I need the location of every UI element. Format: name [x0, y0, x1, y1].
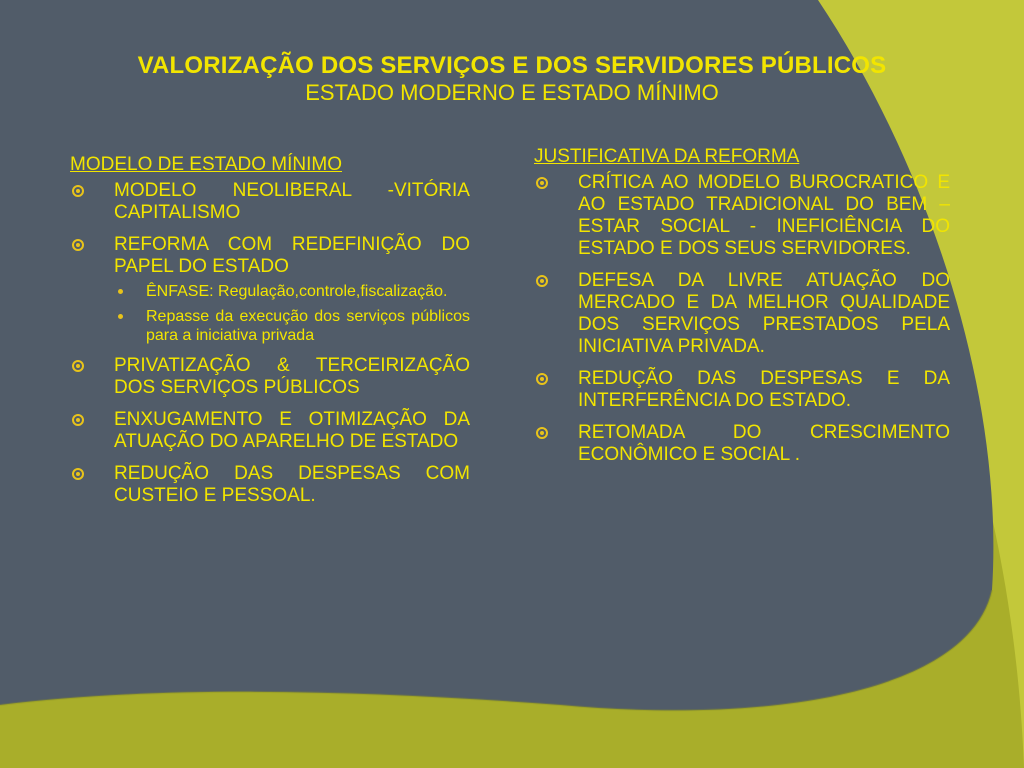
list-item	[70, 355, 470, 399]
target-bullet-icon	[536, 275, 548, 287]
list-item-text: MODELO NEOLIBERAL -VITÓRIA CAPITALISMO	[114, 180, 470, 223]
sub-list-item	[70, 282, 470, 301]
target-bullet-icon	[72, 185, 84, 197]
target-bullet-icon	[536, 373, 548, 385]
sub-list-container	[70, 282, 470, 345]
list-item	[70, 463, 470, 507]
list-item	[70, 234, 470, 278]
list-item-text: CRÍTICA AO MODELO BUROCRATICO E AO ESTADO TRADICIONAL DO BEM – ESTAR SOCIAL - INEFICIÊNCIA DO ESTADO E DOS SEUS SERVIDORES.	[578, 172, 950, 259]
list-item	[534, 422, 950, 466]
target-bullet-icon	[536, 177, 548, 189]
list-item-text: REDUÇÃO DAS DESPESAS E DA INTERFERÊNCIA DO ESTADO.	[578, 368, 950, 411]
left-column	[70, 154, 470, 517]
sub-list-item-text: Repasse da execução dos serviços públicos para a iniciativa privada	[146, 308, 470, 344]
list-item	[70, 409, 470, 453]
list-item-text: PRIVATIZAÇÃO & TERCEIRIZAÇÃO DOS SERVIÇOS PÚBLICOS	[114, 355, 470, 398]
right-heading: JUSTIFICATIVA DA REFORMA	[534, 146, 800, 167]
list-item-text: REFORMA COM REDEFINIÇÃO DO PAPEL DO ESTADO	[114, 234, 470, 277]
dot-bullet-icon	[118, 314, 123, 319]
left-bullet-list	[70, 180, 470, 507]
sub-list-item-text: ÊNFASE: Regulação,controle,fiscalização.	[146, 283, 448, 300]
dot-bullet-icon	[118, 289, 123, 294]
sub-list-item	[70, 307, 470, 345]
slide-title	[60, 52, 964, 106]
right-bullet-list	[534, 172, 950, 466]
target-bullet-icon	[72, 239, 84, 251]
list-item-text: ENXUGAMENTO E OTIMIZAÇÃO DA ATUAÇÃO DO APARELHO DE ESTADO	[114, 409, 470, 452]
target-bullet-icon	[72, 414, 84, 426]
list-item	[534, 172, 950, 260]
title-subtitle: ESTADO MODERNO E ESTADO MÍNIMO	[305, 80, 719, 105]
sub-bullet-list	[70, 282, 470, 345]
list-item-text: DEFESA DA LIVRE ATUAÇÃO DO MERCADO E DA MELHOR QUALIDADE DOS SERVIÇOS PRESTADOS PELA INICIATIVA PRIVADA.	[578, 270, 950, 357]
list-item	[534, 270, 950, 358]
list-item-text: RETOMADA DO CRESCIMENTO ECONÔMICO E SOCIAL .	[578, 422, 950, 465]
right-column	[534, 146, 950, 476]
target-bullet-icon	[536, 427, 548, 439]
list-item	[70, 180, 470, 224]
target-bullet-icon	[72, 360, 84, 372]
left-heading: MODELO DE ESTADO MÍNIMO	[70, 154, 343, 175]
list-item	[534, 368, 950, 412]
target-bullet-icon	[72, 468, 84, 480]
list-item-text: REDUÇÃO DAS DESPESAS COM CUSTEIO E PESSOAL.	[114, 463, 470, 506]
title-main: VALORIZAÇÃO DOS SERVIÇOS E DOS SERVIDORES PÚBLICOS	[137, 52, 887, 79]
